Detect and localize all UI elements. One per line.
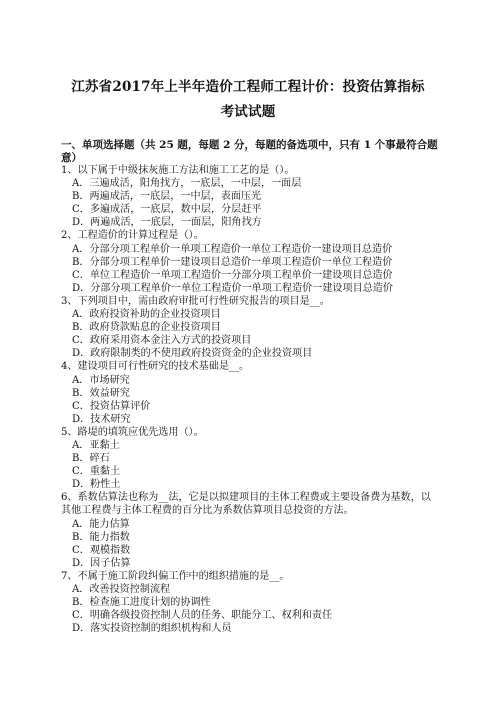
answer-option: B．分部分项工程单价一建设项目总造价一单项工程造价一单位工程造价 (72, 256, 393, 268)
answer-option: D．因子估算 (72, 557, 131, 569)
answer-option: B．能力指数 (72, 531, 130, 543)
answer-option: C．投资估算评价 (72, 400, 151, 412)
question-text: 6、系数估算法也称为__法，它是以拟建项目的主体工程费或主要设备费为基数，以其他工程费与主体工程费的百分比为系数估算项目总投资的方法。 (61, 492, 431, 517)
question-text: 3、下列项目中，需由政府审批可行性研究报告的项目是__。 (61, 295, 330, 307)
answer-option: A．政府投资补助的企业投资项目 (72, 309, 221, 321)
answer-option: B．碎石 (72, 453, 110, 465)
answer-option: D．两遍成活，一底层，一面层，阳角找方 (72, 217, 262, 229)
answer-option: D．政府限制类的不使用政府投资资金的企业投资项目 (72, 348, 313, 360)
answer-option: C．单位工程造价一单项工程造价一分部分项工程单价一建设项目总造价 (72, 269, 393, 281)
document-title: 江苏省2017年上半年造价工程师工程计价：投资估算指标 (71, 79, 425, 95)
answer-option: A．能力估算 (72, 518, 130, 530)
answer-option: A．亚黏土 (72, 439, 120, 451)
answer-option: C．多遍成活，一底层，数中层，分层赶平 (72, 204, 262, 216)
answer-option: B．政府贷款贴息的企业投资项目 (72, 322, 221, 334)
question-text: 5、路堤的填筑应优先选用（）。 (61, 426, 204, 438)
question-text: 7、不属于施工阶段纠偏工作中的组织措施的是__。 (61, 570, 290, 582)
answer-option: C．重黏土 (72, 466, 121, 478)
answer-option: D．粉性土 (72, 479, 121, 491)
answer-option: B．两遍成活，一底层，一中层，表面压光 (72, 191, 262, 203)
answer-option: A．三遍成活，阳角找方，一底层，一中层，一面层 (72, 178, 302, 190)
answer-option: C．观模指数 (72, 544, 131, 556)
answer-option: B．效益研究 (72, 387, 130, 399)
answer-option: C．政府采用资本金注入方式的投资项目 (72, 335, 252, 347)
answer-option: B．检查施工进度计划的协调性 (72, 597, 211, 609)
question-text: 1、以下属于中级抹灰施工方法和施工工艺的是（）。 (61, 165, 295, 176)
answer-option: D．落实投资控制的组织机构和人员 (72, 623, 232, 635)
answer-option: A．改善投资控制流程 (72, 584, 171, 595)
section-heading: 一、单项选择题（共 25 题，每题 2 分，每题的备选项中，只有 1 个事最符合题意） (61, 139, 438, 164)
document-subtitle: 考试试题 (220, 104, 276, 120)
answer-option: D．技术研究 (72, 413, 131, 425)
answer-option: A．市场研究 (72, 374, 130, 386)
answer-option: C．明确各级投资控制人员的任务、职能分工、权利和责任 (72, 610, 333, 622)
question-list (61, 164, 437, 635)
question-text: 4、建设项目可行性研究的技术基础是__。 (61, 361, 250, 373)
answer-option: D．分部分项工程单价一单位工程造价一单项工程造价一建设项目总造价 (72, 282, 393, 294)
question-text: 2、工程造价的计算过程是（）。 (61, 230, 204, 242)
answer-option: A．分部分项工程单价一单项工程造价一单位工程造价一建设项目总造价 (72, 243, 393, 255)
